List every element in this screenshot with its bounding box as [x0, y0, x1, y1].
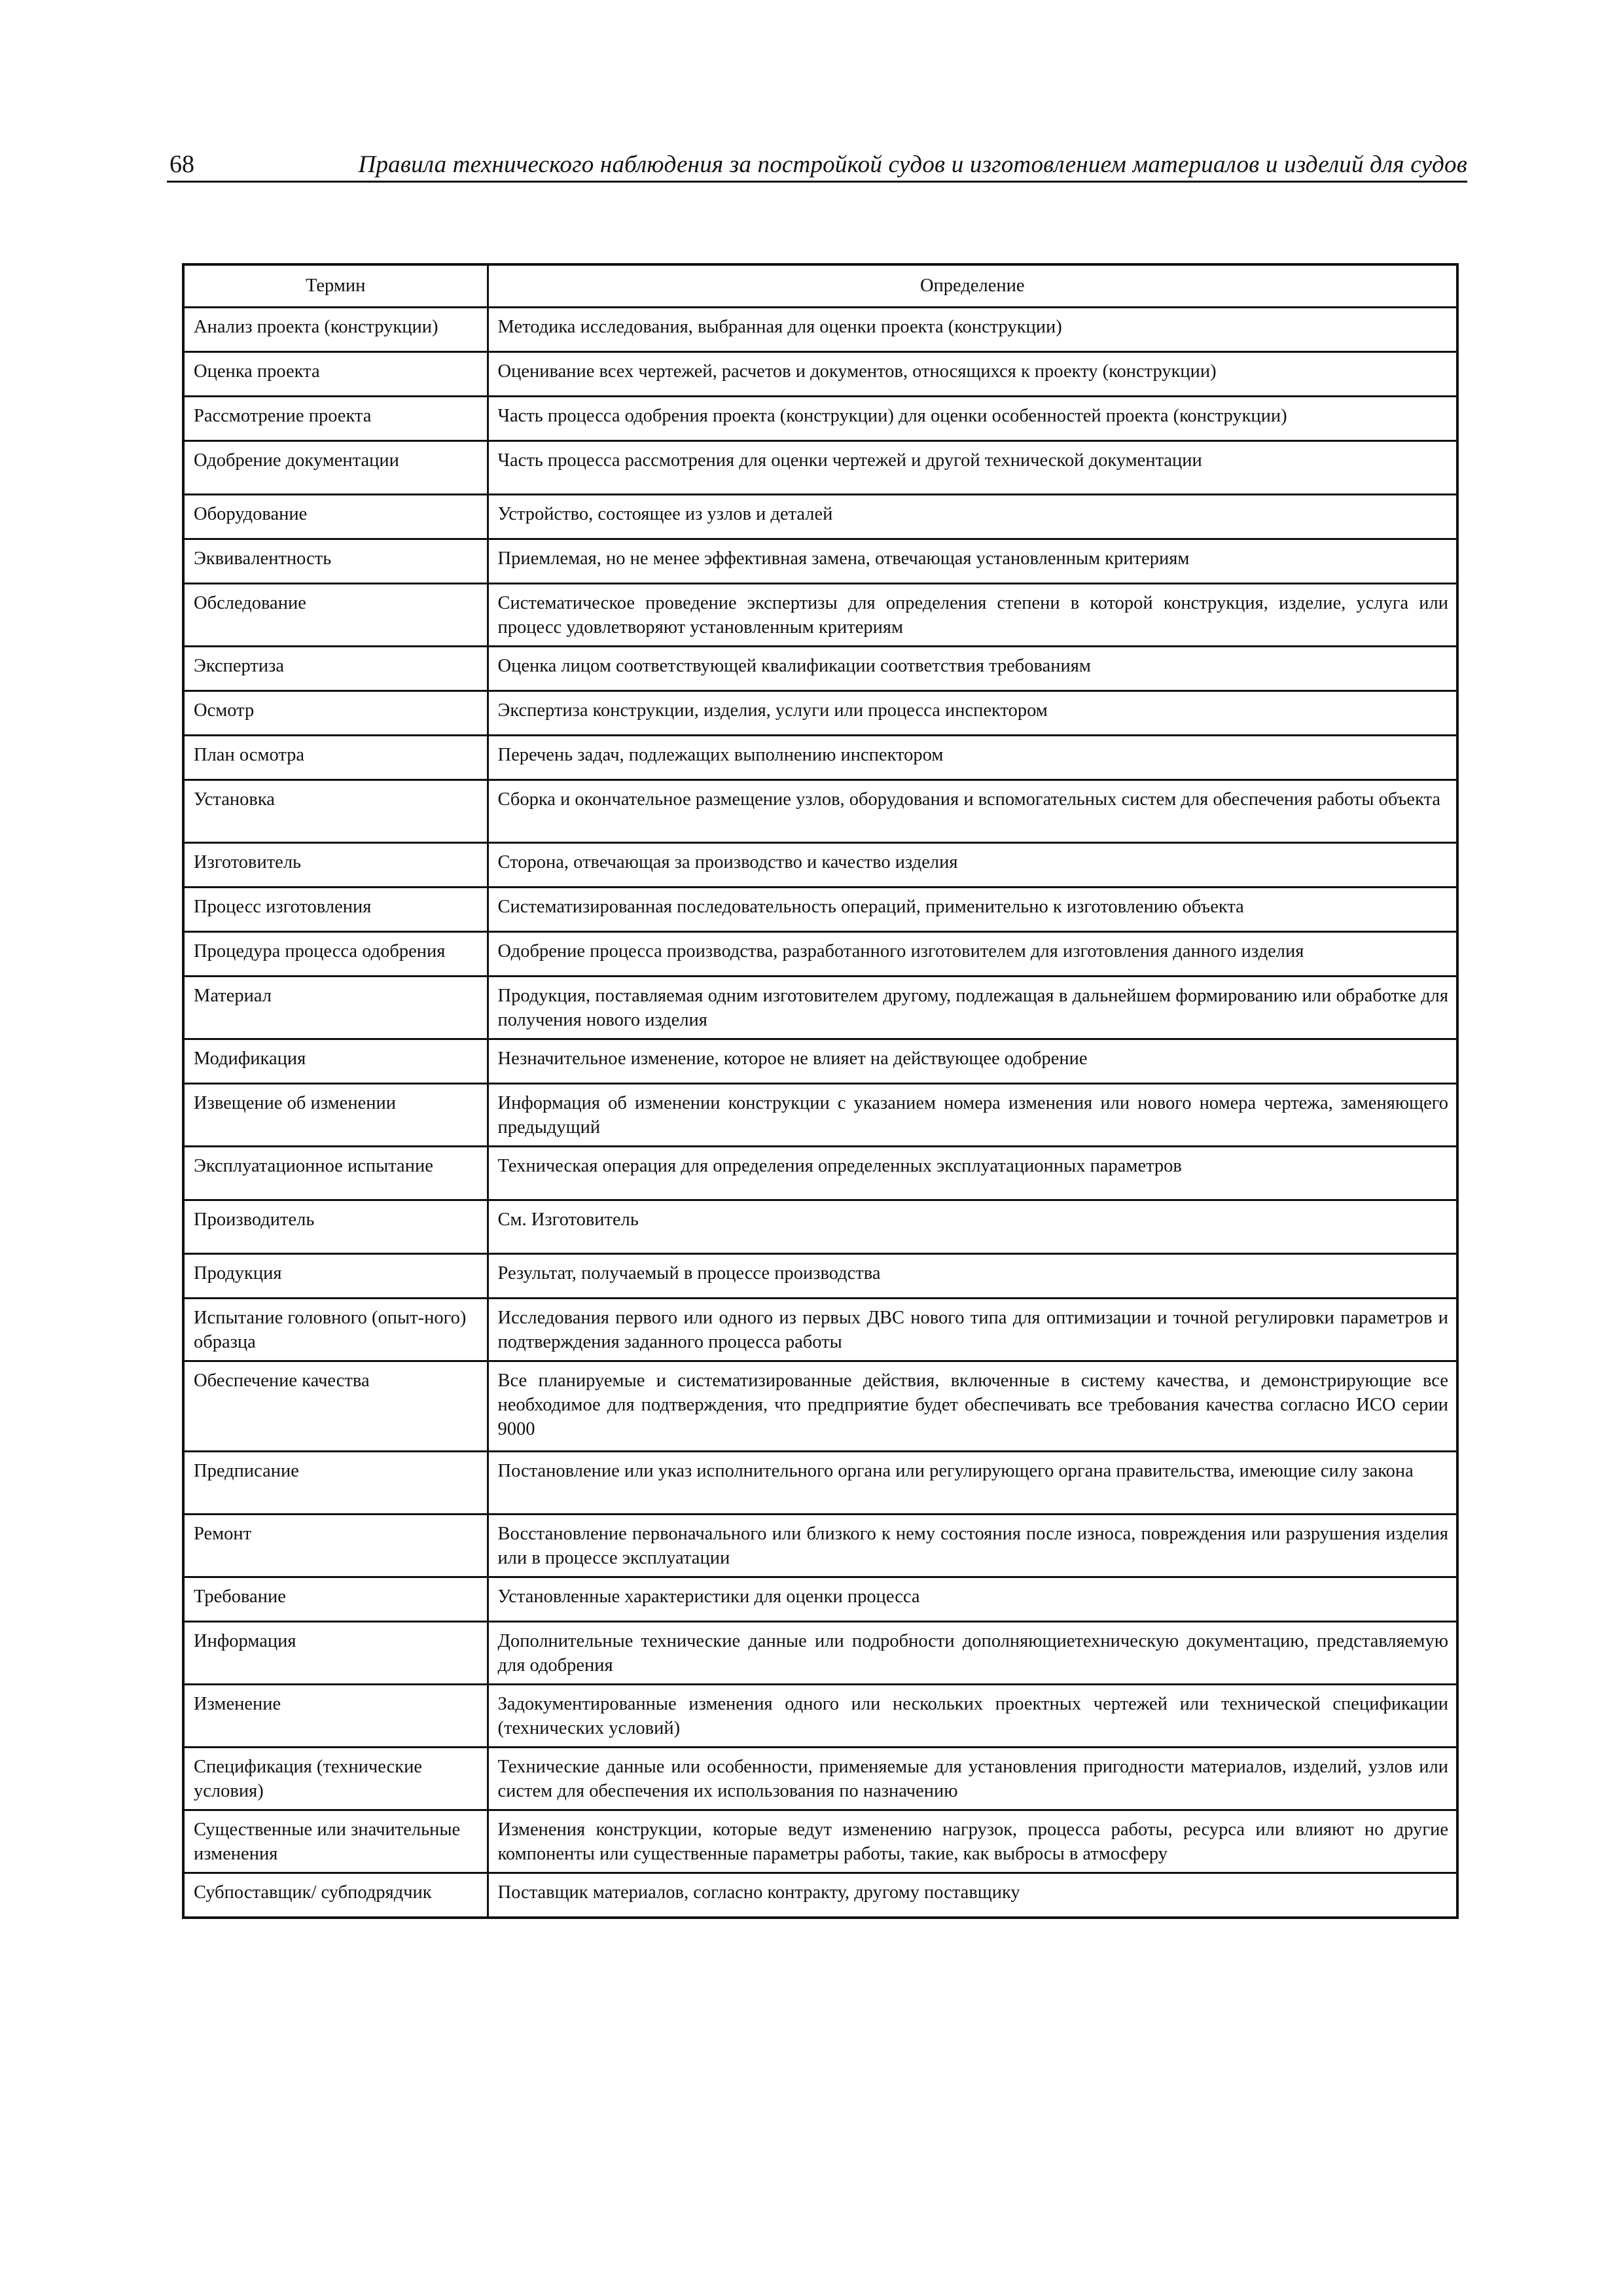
table-row: [183, 352, 1457, 397]
definition-cell: См. Изготовитель: [488, 1200, 1457, 1254]
definition-cell: Незначительное изменение, которое не влияет на действующее одобрение: [488, 1039, 1457, 1084]
term-cell: Оборудование: [183, 495, 488, 539]
table-row: [183, 1810, 1457, 1873]
definition-cell: Экспертиза конструкции, изделия, услуги или процесса инспектором: [488, 691, 1457, 736]
table-row: [183, 308, 1457, 352]
term-cell: Субпоставщик/ субподрядчик: [183, 1873, 488, 1918]
term-cell: Производитель: [183, 1200, 488, 1254]
term-cell: Обследование: [183, 584, 488, 647]
definition-cell: Поставщик материалов, согласно контракту, другому поставщику: [488, 1873, 1457, 1918]
term-cell: Экспертиза: [183, 647, 488, 691]
term-cell: Испытание головного (опыт-ного) образца: [183, 1299, 488, 1361]
term-cell: Ремонт: [183, 1515, 488, 1577]
definition-cell: Оценка лицом соответствующей квалификации соответствия требованиям: [488, 647, 1457, 691]
table-row: [183, 441, 1457, 495]
definition-cell: Исследования первого или одного из первых ДВС нового типа для оптимизации и точной регулировки параметров и подтверждения заданного процесса работы: [488, 1299, 1457, 1361]
term-cell: Продукция: [183, 1254, 488, 1299]
definition-cell: Восстановление первоначального или близкого к нему состояния после износа, повреждения или разрушения изделия или в процессе эксплуатации: [488, 1515, 1457, 1577]
table-row: [183, 691, 1457, 736]
term-cell: Спецификация (технические условия): [183, 1748, 488, 1810]
page-header: [167, 140, 1467, 183]
term-cell: Эквивалентность: [183, 539, 488, 584]
term-cell: Оценка проекта: [183, 352, 488, 397]
table-row: [183, 1039, 1457, 1084]
table-row: [183, 736, 1457, 780]
definition-cell: Результат, получаемый в процессе производства: [488, 1254, 1457, 1299]
term-cell: План осмотра: [183, 736, 488, 780]
definition-cell: Все планируемые и систематизированные действия, включенные в систему качества, и демонстрирующие все необходимое для подтверждения, что предприятие будет обеспечивать все требования качества согласно ИСО серии 9000: [488, 1361, 1457, 1452]
definition-cell: Установленные характеристики для оценки процесса: [488, 1577, 1457, 1622]
definition-cell: Часть процесса одобрения проекта (конструкции) для оценки особенностей проекта (конструкции): [488, 397, 1457, 441]
term-cell: Анализ проекта (конструкции): [183, 308, 488, 352]
term-cell: Обеспечение качества: [183, 1361, 488, 1452]
table-row: [183, 1452, 1457, 1515]
table-row: [183, 495, 1457, 539]
definition-cell: Дополнительные технические данные или подробности дополняющиетехническую документацию, представляемую для одобрения: [488, 1622, 1457, 1685]
table-row: [183, 932, 1457, 977]
term-cell: Требование: [183, 1577, 488, 1622]
definition-cell: Информация об изменении конструкции с указанием номера изменения или нового номера чертежа, заменяющего предыдущий: [488, 1084, 1457, 1147]
term-cell: Информация: [183, 1622, 488, 1685]
definition-cell: Одобрение процесса производства, разработанного изготовителем для изготовления данного изделия: [488, 932, 1457, 977]
term-cell: Одобрение документации: [183, 441, 488, 495]
table-row: [183, 1254, 1457, 1299]
table-row: [183, 1147, 1457, 1200]
table-row: [183, 1515, 1457, 1577]
definition-cell: Оценивание всех чертежей, расчетов и документов, относящихся к проекту (конструкции): [488, 352, 1457, 397]
term-cell: Изменение: [183, 1685, 488, 1748]
definition-cell: Продукция, поставляемая одним изготовителем другому, подлежащая в дальнейшем формированию или обработке для получения нового изделия: [488, 977, 1457, 1039]
definition-cell: Устройство, состоящее из узлов и деталей: [488, 495, 1457, 539]
definition-cell: Технические данные или особенности, применяемые для установления пригодности материалов, изделий, узлов или систем для обеспечения их использования по назначению: [488, 1748, 1457, 1810]
terms-table: [182, 263, 1459, 1919]
table-row: [183, 1685, 1457, 1748]
table-row: [183, 397, 1457, 441]
definition-cell: Часть процесса рассмотрения для оценки чертежей и другой технической документации: [488, 441, 1457, 495]
table-row: [183, 584, 1457, 647]
table-row: [183, 539, 1457, 584]
definition-cell: Сторона, отвечающая за производство и качество изделия: [488, 843, 1457, 888]
column-header-term: Термин: [183, 264, 488, 308]
term-cell: Процедура процесса одобрения: [183, 932, 488, 977]
term-cell: Изготовитель: [183, 843, 488, 888]
table-row: [183, 1748, 1457, 1810]
table-row: [183, 1622, 1457, 1685]
table-row: [183, 647, 1457, 691]
running-title: Правила технического наблюдения за постройкой судов и изготовлением материалов и изделий для судов: [358, 151, 1467, 178]
column-header-definition: Определение: [488, 264, 1457, 308]
term-cell: Предписание: [183, 1452, 488, 1515]
definition-cell: Систематическое проведение экспертизы для определения степени в которой конструкция, изделие, услуга или процесс удовлетворяют установленным критериям: [488, 584, 1457, 647]
table-row: [183, 1299, 1457, 1361]
term-cell: Установка: [183, 780, 488, 843]
table-row: [183, 1577, 1457, 1622]
definition-cell: Систематизированная последовательность операций, применительно к изготовлению объекта: [488, 888, 1457, 932]
definition-cell: Методика исследования, выбранная для оценки проекта (конструкции): [488, 308, 1457, 352]
table-row: [183, 1084, 1457, 1147]
term-cell: Осмотр: [183, 691, 488, 736]
table-header-row: [183, 264, 1457, 308]
term-cell: Существенные или значительные изменения: [183, 1810, 488, 1873]
definition-cell: Техническая операция для определения определенных эксплуатационных параметров: [488, 1147, 1457, 1200]
table-body: [183, 308, 1457, 1918]
table-row: [183, 780, 1457, 843]
definition-cell: Приемлемая, но не менее эффективная замена, отвечающая установленным критериям: [488, 539, 1457, 584]
table-row: [183, 977, 1457, 1039]
definition-cell: Постановление или указ исполнительного органа или регулирующего органа правительства, имеющие силу закона: [488, 1452, 1457, 1515]
definition-cell: Перечень задач, подлежащих выполнению инспектором: [488, 736, 1457, 780]
term-cell: Процесс изготовления: [183, 888, 488, 932]
term-cell: Извещение об изменении: [183, 1084, 488, 1147]
table-row: [183, 888, 1457, 932]
table-row: [183, 843, 1457, 888]
table-row: [183, 1873, 1457, 1918]
definition-cell: Сборка и окончательное размещение узлов, оборудования и вспомогательных систем для обеспечения работы объекта: [488, 780, 1457, 843]
table-row: [183, 1361, 1457, 1452]
term-cell: Эксплуатационное испытание: [183, 1147, 488, 1200]
table-row: [183, 1200, 1457, 1254]
definition-cell: Изменения конструкции, которые ведут изменению нагрузок, процесса работы, ресурса или влияют но другие компоненты или существенные параметры работы, такие, как выбросы в атмосферу: [488, 1810, 1457, 1873]
term-cell: Материал: [183, 977, 488, 1039]
definition-cell: Задокументированные изменения одного или нескольких проектных чертежей или технической спецификации (технических условий): [488, 1685, 1457, 1748]
page-number: 68: [169, 151, 194, 178]
term-cell: Модификация: [183, 1039, 488, 1084]
term-cell: Рассмотрение проекта: [183, 397, 488, 441]
